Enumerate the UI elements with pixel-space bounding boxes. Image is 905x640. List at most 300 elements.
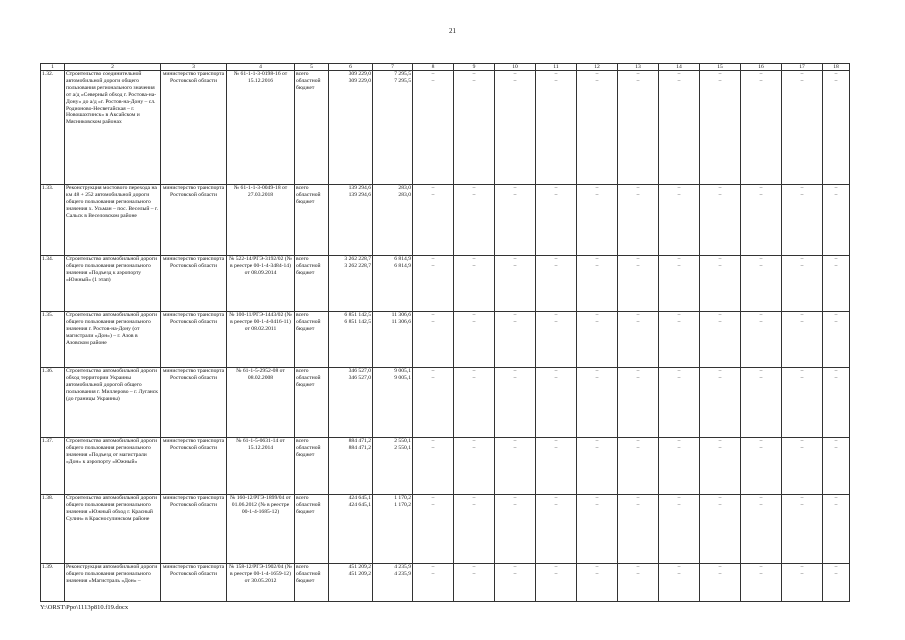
empty-year-cell-text: – <box>431 262 435 269</box>
empty-year-cell-text: – <box>677 191 681 198</box>
empty-year-cell <box>823 495 850 564</box>
funding-source-cell <box>295 312 329 368</box>
empty-year-cell-text: – <box>513 501 517 508</box>
table-row <box>41 438 850 495</box>
empty-year-cell <box>782 312 823 368</box>
funding-source-cell <box>295 438 329 495</box>
empty-year-cell-text: – <box>636 262 640 269</box>
column-header-8: 8 <box>413 64 454 71</box>
column-header-1: 1 <box>41 64 65 71</box>
total-cost-cell-text: 884 471,2 <box>348 444 371 451</box>
empty-year-cell-text: – <box>472 256 476 262</box>
empty-year-cell <box>454 185 495 256</box>
empty-year-cell-text: – <box>718 77 722 84</box>
row-number-cell <box>41 564 65 602</box>
funding-source-cell-text: областной бюджет <box>296 77 321 91</box>
empty-year-cell <box>536 495 577 564</box>
year-value-cell-text: 7 295,5 <box>394 77 411 84</box>
empty-year-cell-text: – <box>800 318 804 325</box>
empty-year-cell-text: – <box>513 438 517 444</box>
column-header-12: 12 <box>577 64 618 71</box>
table-row <box>41 185 850 256</box>
empty-year-cell-text: – <box>513 444 517 451</box>
measure-name-cell <box>65 495 161 564</box>
measure-name-cell <box>65 564 161 602</box>
empty-year-cell <box>741 312 782 368</box>
empty-year-cell <box>454 368 495 438</box>
empty-year-cell-text: – <box>472 368 476 374</box>
year-value-cell-text: 9 005,1 <box>394 368 411 374</box>
column-header-17: 17 <box>782 64 823 71</box>
empty-year-cell-text: – <box>595 368 599 374</box>
empty-year-cell-text: – <box>636 312 640 318</box>
empty-year-cell-text: – <box>472 444 476 451</box>
responsible-cell <box>161 185 227 256</box>
total-cost-cell-text: 451 209,2 <box>348 570 371 577</box>
empty-year-cell-text: – <box>431 444 435 451</box>
column-header-9: 9 <box>454 64 495 71</box>
empty-year-cell-text: – <box>595 570 599 577</box>
total-cost-cell <box>329 438 373 495</box>
empty-year-cell <box>495 368 536 438</box>
document-cell-text: № 61-1-1-3-0049-18 от 27.03.2018 <box>233 185 288 198</box>
empty-year-cell <box>454 256 495 312</box>
year-value-cell-text: 6 814,9 <box>394 256 411 262</box>
empty-year-cell-text: – <box>554 191 558 198</box>
empty-year-cell <box>495 256 536 312</box>
empty-year-cell-text: – <box>800 444 804 451</box>
empty-year-cell <box>823 256 850 312</box>
empty-year-cell-text: – <box>554 438 558 444</box>
document-cell <box>227 564 295 602</box>
empty-year-cell-text: – <box>718 312 722 318</box>
column-header-11: 11 <box>536 64 577 71</box>
empty-year-cell-text: – <box>595 438 599 444</box>
empty-year-cell <box>618 368 659 438</box>
responsible-cell-text: министерство транспорта Ростовской области <box>162 256 225 269</box>
year-value-cell <box>373 438 413 495</box>
empty-year-cell-text: – <box>718 374 722 381</box>
empty-year-cell-text: – <box>800 368 804 374</box>
year-value-cell <box>373 256 413 312</box>
empty-year-cell <box>741 438 782 495</box>
empty-year-cell-text: – <box>595 564 599 570</box>
total-cost-cell-text: 424 645,1 <box>348 501 371 508</box>
empty-year-cell-text: – <box>554 312 558 318</box>
responsible-cell-text: министерство транспорта Ростовской области <box>162 564 225 577</box>
empty-year-cell <box>618 185 659 256</box>
column-header-5: 5 <box>295 64 329 71</box>
total-cost-cell <box>329 564 373 602</box>
empty-year-cell-text: – <box>834 256 838 262</box>
empty-year-cell-text: – <box>431 564 435 570</box>
empty-year-cell <box>618 256 659 312</box>
empty-year-cell <box>495 495 536 564</box>
responsible-cell <box>161 564 227 602</box>
empty-year-cell-text: – <box>677 444 681 451</box>
measure-name-cell-text: Строительство автомобильной дороги общего пользования регионального значения г. Ростов-на-Дону (от магистрали «Дон») – г. Азов в Азовском районе <box>66 312 158 346</box>
empty-year-cell-text: – <box>677 185 681 191</box>
funding-source-cell-text: областной бюджет <box>296 191 321 205</box>
empty-year-cell <box>536 185 577 256</box>
empty-year-cell-text: – <box>431 77 435 84</box>
total-cost-cell-text: 424 645,1 <box>348 495 371 501</box>
empty-year-cell-text: – <box>431 570 435 577</box>
empty-year-cell-text: – <box>554 71 558 77</box>
empty-year-cell-text: – <box>677 262 681 269</box>
document-cell <box>227 368 295 438</box>
empty-year-cell-text: – <box>513 185 517 191</box>
empty-year-cell <box>413 438 454 495</box>
empty-year-cell-text: – <box>834 438 838 444</box>
year-value-cell-text: 283,0 <box>398 185 411 191</box>
empty-year-cell <box>659 495 700 564</box>
empty-year-cell <box>700 256 741 312</box>
empty-year-cell-text: – <box>800 71 804 77</box>
empty-year-cell-text: – <box>718 318 722 325</box>
empty-year-cell-text: – <box>513 256 517 262</box>
empty-year-cell-text: – <box>472 501 476 508</box>
empty-year-cell <box>782 185 823 256</box>
empty-year-cell <box>577 71 618 185</box>
empty-year-cell-text: – <box>718 71 722 77</box>
table-row <box>41 368 850 438</box>
empty-year-cell-text: – <box>554 570 558 577</box>
empty-year-cell <box>454 495 495 564</box>
empty-year-cell <box>823 368 850 438</box>
empty-year-cell <box>618 312 659 368</box>
document-cell-text: № 100-11/РГЭ-1443/02 (№ в реестре 00-1-4-0416-11) от 08.02.2011 <box>229 312 292 332</box>
empty-year-cell-text: – <box>677 77 681 84</box>
empty-year-cell <box>495 71 536 185</box>
empty-year-cell-text: – <box>472 374 476 381</box>
document-cell <box>227 495 295 564</box>
column-header-18: 18 <box>823 64 850 71</box>
empty-year-cell-text: – <box>636 564 640 570</box>
empty-year-cell <box>700 312 741 368</box>
empty-year-cell <box>618 438 659 495</box>
empty-year-cell-text: – <box>431 495 435 501</box>
empty-year-cell <box>823 564 850 602</box>
empty-year-cell <box>618 564 659 602</box>
empty-year-cell <box>700 564 741 602</box>
column-header-16: 16 <box>741 64 782 71</box>
total-cost-cell <box>329 185 373 256</box>
empty-year-cell-text: – <box>472 495 476 501</box>
total-cost-cell-text: 6 851 142,5 <box>344 312 371 318</box>
empty-year-cell-text: – <box>834 368 838 374</box>
empty-year-cell-text: – <box>636 185 640 191</box>
empty-year-cell-text: – <box>513 262 517 269</box>
empty-year-cell-text: – <box>800 495 804 501</box>
responsible-cell <box>161 71 227 185</box>
funding-source-cell <box>295 71 329 185</box>
empty-year-cell-text: – <box>834 318 838 325</box>
empty-year-cell <box>782 438 823 495</box>
empty-year-cell-text: – <box>759 564 763 570</box>
empty-year-cell-text: – <box>554 185 558 191</box>
responsible-cell <box>161 256 227 312</box>
empty-year-cell-text: – <box>513 570 517 577</box>
empty-year-cell <box>413 564 454 602</box>
empty-year-cell <box>700 368 741 438</box>
funding-source-cell-text: областной бюджет <box>296 262 321 276</box>
empty-year-cell-text: – <box>431 191 435 198</box>
empty-year-cell-text: – <box>431 312 435 318</box>
empty-year-cell-text: – <box>513 312 517 318</box>
header-row <box>41 64 850 71</box>
empty-year-cell-text: – <box>472 570 476 577</box>
measure-name-cell-text: Строительство автомобильной дороги общего пользования регионального значения «Южный обход г. Красный Сулин» в Красносулинском районе <box>66 495 158 522</box>
empty-year-cell-text: – <box>759 185 763 191</box>
funding-source-cell-text: всего <box>296 368 309 374</box>
empty-year-cell-text: – <box>834 185 838 191</box>
empty-year-cell-text: – <box>759 438 763 444</box>
empty-year-cell-text: – <box>513 191 517 198</box>
empty-year-cell <box>741 564 782 602</box>
document-cell <box>227 438 295 495</box>
document-cell-text: № 158-12/РГЭ-1902/04 (№ в реестре 00-1-4-1659-12) от 30.05.2012 <box>229 564 292 584</box>
row-number-cell-text: 1.39. <box>42 564 54 570</box>
empty-year-cell-text: – <box>513 495 517 501</box>
column-header-3: 3 <box>161 64 227 71</box>
empty-year-cell-text: – <box>677 438 681 444</box>
empty-year-cell-text: – <box>636 191 640 198</box>
year-value-cell <box>373 495 413 564</box>
empty-year-cell-text: – <box>554 256 558 262</box>
empty-year-cell <box>659 312 700 368</box>
funding-source-cell <box>295 368 329 438</box>
empty-year-cell <box>577 438 618 495</box>
empty-year-cell-text: – <box>759 570 763 577</box>
empty-year-cell <box>741 495 782 564</box>
column-header-10: 10 <box>495 64 536 71</box>
empty-year-cell <box>700 438 741 495</box>
empty-year-cell-text: – <box>595 318 599 325</box>
empty-year-cell <box>413 495 454 564</box>
empty-year-cell <box>454 312 495 368</box>
empty-year-cell-text: – <box>718 368 722 374</box>
empty-year-cell-text: – <box>718 570 722 577</box>
empty-year-cell <box>536 564 577 602</box>
measure-name-cell <box>65 312 161 368</box>
empty-year-cell-text: – <box>472 312 476 318</box>
total-cost-cell-text: 139 294,6 <box>348 191 371 198</box>
empty-year-cell-text: – <box>472 71 476 77</box>
empty-year-cell-text: – <box>834 444 838 451</box>
row-number-cell <box>41 256 65 312</box>
empty-year-cell-text: – <box>677 570 681 577</box>
table-row <box>41 71 850 185</box>
empty-year-cell-text: – <box>759 256 763 262</box>
empty-year-cell <box>577 495 618 564</box>
measure-name-cell <box>65 71 161 185</box>
empty-year-cell <box>700 495 741 564</box>
empty-year-cell-text: – <box>554 501 558 508</box>
empty-year-cell <box>700 185 741 256</box>
empty-year-cell-text: – <box>759 444 763 451</box>
row-number-cell <box>41 71 65 185</box>
responsible-cell-text: министерство транспорта Ростовской области <box>162 185 225 198</box>
empty-year-cell <box>577 312 618 368</box>
funding-source-cell-text: областной бюджет <box>296 570 321 584</box>
empty-year-cell-text: – <box>554 444 558 451</box>
empty-year-cell-text: – <box>834 501 838 508</box>
empty-year-cell-text: – <box>800 438 804 444</box>
empty-year-cell-text: – <box>677 374 681 381</box>
empty-year-cell-text: – <box>513 318 517 325</box>
document-cell-text: № 160-12/РГЭ-1899/04 от 01.06.2012 (№ в реестре 00-1-4-1685-12) <box>230 495 291 515</box>
empty-year-cell-text: – <box>718 262 722 269</box>
empty-year-cell-text: – <box>759 318 763 325</box>
empty-year-cell <box>659 71 700 185</box>
empty-year-cell-text: – <box>554 374 558 381</box>
year-value-cell-text: 11 306,6 <box>391 318 411 325</box>
funding-source-cell <box>295 495 329 564</box>
empty-year-cell <box>741 185 782 256</box>
funding-source-cell-text: областной бюджет <box>296 318 321 332</box>
total-cost-cell-text: 139 294,6 <box>348 185 371 191</box>
empty-year-cell-text: – <box>554 77 558 84</box>
empty-year-cell <box>413 71 454 185</box>
empty-year-cell <box>782 71 823 185</box>
funding-source-cell-text: всего <box>296 312 309 318</box>
empty-year-cell <box>495 438 536 495</box>
document-cell <box>227 185 295 256</box>
empty-year-cell-text: – <box>472 191 476 198</box>
empty-year-cell <box>618 71 659 185</box>
empty-year-cell <box>659 564 700 602</box>
empty-year-cell-text: – <box>718 564 722 570</box>
empty-year-cell <box>536 71 577 185</box>
empty-year-cell-text: – <box>834 564 838 570</box>
empty-year-cell-text: – <box>677 495 681 501</box>
empty-year-cell <box>536 256 577 312</box>
measure-name-cell <box>65 368 161 438</box>
empty-year-cell-text: – <box>718 438 722 444</box>
funding-source-cell-text: всего <box>296 71 309 77</box>
total-cost-cell <box>329 368 373 438</box>
empty-year-cell-text: – <box>677 71 681 77</box>
empty-year-cell-text: – <box>677 368 681 374</box>
empty-year-cell-text: – <box>718 501 722 508</box>
empty-year-cell-text: – <box>759 495 763 501</box>
empty-year-cell <box>454 564 495 602</box>
empty-year-cell <box>577 185 618 256</box>
empty-year-cell-text: – <box>677 256 681 262</box>
empty-year-cell-text: – <box>677 564 681 570</box>
empty-year-cell-text: – <box>759 312 763 318</box>
table-row <box>41 256 850 312</box>
empty-year-cell <box>741 71 782 185</box>
total-cost-cell <box>329 71 373 185</box>
empty-year-cell-text: – <box>595 374 599 381</box>
empty-year-cell <box>741 368 782 438</box>
row-number-cell-text: 1.37. <box>42 438 54 444</box>
empty-year-cell-text: – <box>554 495 558 501</box>
empty-year-cell-text: – <box>636 256 640 262</box>
empty-year-cell-text: – <box>513 71 517 77</box>
funding-source-cell-text: областной бюджет <box>296 501 321 515</box>
empty-year-cell-text: – <box>718 495 722 501</box>
empty-year-cell-text: – <box>677 312 681 318</box>
funding-source-cell-text: всего <box>296 438 309 444</box>
total-cost-cell-text: 346 527,0 <box>348 374 371 381</box>
responsible-cell-text: министерство транспорта Ростовской области <box>162 71 225 84</box>
total-cost-cell <box>329 312 373 368</box>
table-row <box>41 495 850 564</box>
column-header-6: 6 <box>329 64 373 71</box>
empty-year-cell <box>659 368 700 438</box>
empty-year-cell-text: – <box>595 444 599 451</box>
total-cost-cell-text: 3 262 228,7 <box>344 262 371 269</box>
column-header-2: 2 <box>65 64 161 71</box>
empty-year-cell <box>659 438 700 495</box>
empty-year-cell <box>700 71 741 185</box>
document-cell-text: № 61-1-1-3-0198-16 от 15.12.2016 <box>233 71 288 84</box>
program-table-container <box>40 63 850 602</box>
table-row <box>41 564 850 602</box>
empty-year-cell-text: – <box>472 77 476 84</box>
empty-year-cell <box>495 185 536 256</box>
empty-year-cell <box>536 438 577 495</box>
empty-year-cell-text: – <box>472 564 476 570</box>
empty-year-cell-text: – <box>595 262 599 269</box>
empty-year-cell-text: – <box>554 564 558 570</box>
empty-year-cell <box>782 368 823 438</box>
empty-year-cell-text: – <box>636 71 640 77</box>
empty-year-cell-text: – <box>595 71 599 77</box>
year-value-cell <box>373 185 413 256</box>
table-row <box>41 312 850 368</box>
empty-year-cell-text: – <box>834 312 838 318</box>
document-cell-text: № 61-1-5-0631-14 от 15.12.2014 <box>236 438 285 451</box>
document-cell <box>227 312 295 368</box>
funding-source-cell-text: всего <box>296 256 309 262</box>
empty-year-cell-text: – <box>431 318 435 325</box>
empty-year-cell <box>577 564 618 602</box>
empty-year-cell-text: – <box>636 495 640 501</box>
empty-year-cell-text: – <box>636 77 640 84</box>
row-number-cell <box>41 495 65 564</box>
empty-year-cell <box>741 256 782 312</box>
empty-year-cell-text: – <box>513 564 517 570</box>
empty-year-cell-text: – <box>595 191 599 198</box>
empty-year-cell <box>659 185 700 256</box>
empty-year-cell-text: – <box>595 495 599 501</box>
column-header-4: 4 <box>227 64 295 71</box>
document-cell-text: № 61-1-5-2952-08 от 08.02.2008 <box>236 368 285 381</box>
empty-year-cell <box>495 312 536 368</box>
empty-year-cell <box>454 71 495 185</box>
empty-year-cell-text: – <box>677 501 681 508</box>
empty-year-cell <box>823 438 850 495</box>
funding-source-cell-text: всего <box>296 185 309 191</box>
empty-year-cell-text: – <box>800 564 804 570</box>
empty-year-cell-text: – <box>834 374 838 381</box>
document-cell <box>227 71 295 185</box>
empty-year-cell-text: – <box>800 374 804 381</box>
responsible-cell <box>161 495 227 564</box>
page-number: 21 <box>449 27 456 35</box>
empty-year-cell-text: – <box>800 256 804 262</box>
total-cost-cell-text: 451 209,2 <box>348 564 371 570</box>
responsible-cell <box>161 368 227 438</box>
empty-year-cell-text: – <box>800 312 804 318</box>
empty-year-cell-text: – <box>800 191 804 198</box>
empty-year-cell-text: – <box>513 374 517 381</box>
program-table <box>40 63 850 602</box>
